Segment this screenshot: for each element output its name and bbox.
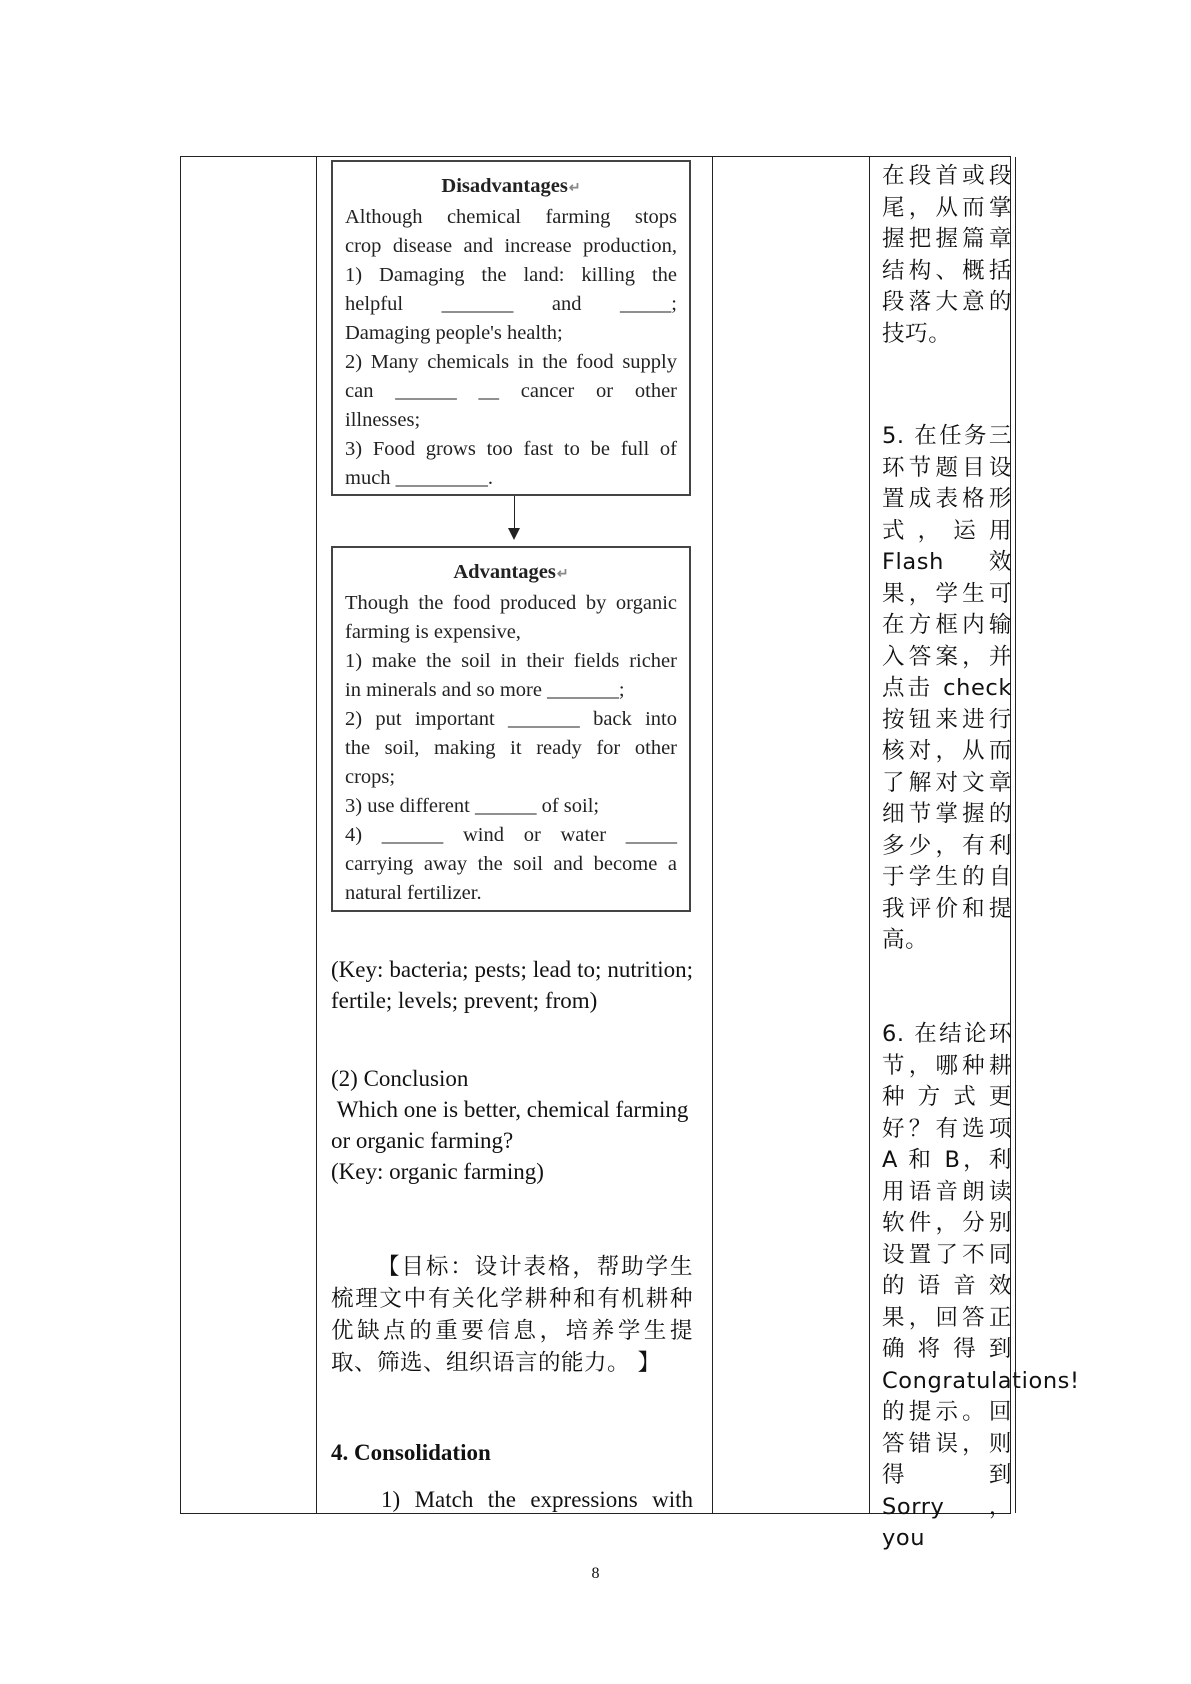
conclusion-key: (Key: organic farming)	[331, 1159, 544, 1184]
flow-arrow	[514, 496, 515, 530]
page-number: 8	[591, 1565, 600, 1582]
advantages-box	[331, 546, 691, 912]
consolidation-heading: 4. Consolidation	[331, 1440, 491, 1465]
goal-text: 【目标：设计表格，帮助学生梳理文中有关化学耕种和有机耕种优缺点的重要信息，培养学生提取、筛选、组织语言的能力。 】	[331, 1254, 693, 1376]
conclusion-section	[331, 1063, 693, 1187]
column-divider	[1015, 157, 1016, 1513]
advantages-title: Advantages↵	[453, 561, 569, 583]
design-notes-cell	[870, 157, 1080, 1551]
note-conclusion: 6. 在结论环节，哪种耕种方式更好？有选项 A 和 B，利用语音朗读软件，分别设置了不同的语音效果，回答正确将得到 Congratulations! 的提示。回答错误，则得到 Sorry， you	[882, 1021, 1080, 1551]
conclusion-heading: (2) Conclusion	[331, 1066, 469, 1091]
column-1-cell	[181, 157, 316, 1513]
disadvantages-title: Disadvantages↵	[441, 175, 581, 197]
conclusion-question: Which one is better, chemical farming or organic farming?	[331, 1097, 695, 1153]
note-task-three: 5. 在任务三环节题目设置成表格形式，运用 Flash 效果，学生可在方框内输入答案，并点击 check 按钮来进行核对，从而了解对文章细节掌握的多少，有利于学生的自我评价和提高。	[882, 423, 1012, 953]
arrow-down-icon	[508, 528, 520, 540]
advantages-text: Though the food produced by organic farming is expensive, 1) make the soil in their fields richer in minerals and so more _______; 2) put important _______ back into the soil, making it ready for other crops; 3) use different ______ of soil; 4) ______ wind or water _____ carrying away the soil and become a natural fertilizer.	[345, 592, 677, 904]
teaching-content-cell	[317, 157, 712, 1513]
note-structure-skills: 在段首或段尾，从而掌握把握篇章结构、概括段落大意的技巧。	[882, 163, 1012, 347]
column-3-cell	[713, 157, 869, 1513]
lesson-plan-table	[180, 156, 1080, 1551]
disadvantages-box	[331, 160, 691, 496]
consolidation-item: 1) Match the expressions with	[381, 1487, 693, 1512]
disadvantages-text: Although chemical farming stops crop disease and increase production, 1) Damaging the land: killing the helpful _______ and _____; Damaging people's health; 2) Many chemicals in the food supply can ______ __ cancer or other illnesses; 3) Food grows too fast to be full of much _________.	[345, 206, 677, 489]
key-answers: (Key: bacteria; pests; lead to; nutrition; fertile; levels; prevent; from)	[331, 957, 693, 1013]
